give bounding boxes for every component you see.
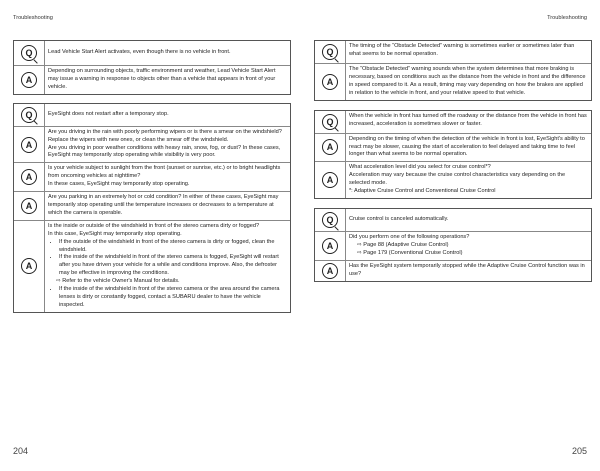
qa-block-eyesight-restart [13, 103, 291, 313]
answer-line: Did you perform one of the following operations? [349, 233, 470, 240]
cross-reference: ⇨ Refer to the vehicle Owner's Manual for details. [56, 278, 180, 285]
answer-line: Are you driving in poor weather conditions with heavy rain, snow, fog, or dust? In these cases, EyeSight may temporarily stop operating while visibility is very poor. [48, 144, 281, 159]
answer-row [14, 126, 290, 163]
question-text: Cruise control is canceled automatically. [349, 216, 449, 223]
answer-row [14, 162, 290, 191]
answer-text: Depending on the timing of when the detection of the vehicle in front is lost, EyeSight's ability to react may be slower, causing the start of acceleration to feel delayed and taking time to feel longer than what seems to be normal operation. [349, 135, 585, 158]
question-row [14, 104, 290, 126]
question-text: Lead Vehicle Start Alert activates, even though there is no vehicle in front. [48, 49, 231, 56]
running-header-left: Troubleshooting [13, 15, 53, 21]
qa-block-obstacle-warning [314, 40, 592, 101]
bullet-item: • If the outside of the windshield in front of the stereo camera is dirty or fogged, clean the windshield. [59, 239, 286, 255]
answer-row [315, 231, 591, 260]
answer-row [315, 133, 591, 162]
answer-line: Are you parking in an extremely hot or cold condition? In either of these cases, EyeSight may temporarily stop operating until the temperature increases or decreases to a temperature at which the camera is operable. [48, 194, 279, 216]
answer-icon: A [21, 258, 37, 274]
answer-text: Depending on surrounding objects, traffic environment and weather, Lead Vehicle Start Alert may issue a warning in response to objects other than a vehicle that appears in front of your vehicle. [48, 68, 276, 90]
answer-line: In this case, EyeSight may temporarily stop operating. [48, 230, 182, 237]
answer-row [14, 220, 290, 312]
answer-icon: A [322, 263, 338, 279]
answer-line: Are you driving in the rain with poorly performing wipers or is there a smear on the windshield? [48, 128, 282, 135]
question-icon: Q [322, 212, 338, 228]
question-icon: Q [21, 45, 37, 61]
answer-icon: A [322, 139, 338, 155]
answer-row [315, 63, 591, 100]
answer-row [14, 65, 290, 94]
answer-icon: A [21, 137, 37, 153]
answer-line: Is the inside or outside of the windshield in front of the stereo camera dirty or fogged? [48, 222, 260, 229]
page-reference-conventional-cruise[interactable]: ⇨ Page 179 (Conventional Cruise Control) [357, 249, 463, 256]
answer-icon: A [21, 72, 37, 88]
qa-block-acceleration [314, 110, 592, 199]
bullet-list [48, 286, 286, 310]
footnote: *: Adaptive Cruise Control and Conventional Cruise Control [349, 188, 496, 195]
question-text: When the vehicle in front has turned off the roadway or the distance from the vehicle in front has increased, acceleration is sometimes slower or faster. [349, 112, 587, 127]
question-row [315, 209, 591, 231]
right-column [314, 40, 592, 287]
answer-icon: A [21, 198, 37, 214]
question-row [14, 41, 290, 65]
question-row [315, 41, 591, 63]
answer-text: The “Obstacle Detected” warning sounds when the system determines that more braking is necessary, based on conditions such as the distance from the vehicle in front and the difference in speed compared to it. As a result, timing may vary depending on how the brakes are applied in relation to the vehicle in front, and your relative speed to that vehicle. [349, 66, 586, 96]
page-number-left: 204 [13, 446, 29, 456]
answer-icon: A [322, 238, 338, 254]
question-icon: Q [322, 44, 338, 60]
qa-block-lead-vehicle-alert [13, 40, 291, 95]
qa-block-cruise-cancel [314, 208, 592, 282]
answer-icon: A [322, 172, 338, 188]
answer-row [14, 191, 290, 220]
answer-text: Has the EyeSight system temporarily stopped while the Adaptive Cruise Control function was in use? [349, 262, 585, 277]
running-header-right: Troubleshooting [547, 15, 587, 21]
question-text: The timing of the “Obstacle Detected” warning is sometimes earlier or sometimes later than what seems to be normal operation. [349, 43, 575, 57]
answer-line: Acceleration may vary because the cruise control characteristics vary depending on the selected mode. [349, 172, 566, 187]
question-icon: Q [21, 107, 37, 123]
answer-line: In these cases, EyeSight may temporarily stop operating. [48, 181, 190, 188]
question-row [315, 111, 591, 133]
answer-row [315, 161, 591, 198]
answer-line: What acceleration level did you select for cruise control*? [349, 164, 491, 171]
bullet-list [48, 239, 286, 279]
question-text: EyeSight does not restart after a temporary stop. [48, 110, 169, 117]
answer-icon: A [21, 169, 37, 185]
page-reference-adaptive-cruise[interactable]: ⇨ Page 88 (Adaptive Cruise Control) [357, 241, 449, 248]
answer-icon: A [322, 74, 338, 90]
answer-row [315, 260, 591, 281]
answer-line: Replace the wipers with new ones, or clean the smear off the windshield. [48, 136, 229, 143]
bullet-item: • If the inside of the windshield in front of the stereo camera is fogged, EyeSight will restart after you have driven your vehicle for a while and conditions improve. Also, the defroster may be effective in improving the conditions. [59, 254, 286, 278]
question-icon: Q [322, 114, 338, 130]
left-column [13, 40, 291, 318]
answer-line: Is your vehicle subject to sunlight from the front (sunset or sunrise, etc.) or to bright headlights from oncoming vehicles at nighttime? [48, 165, 281, 180]
bullet-item: • If the inside of the windshield in front of the stereo camera or the area around the camera lenses is dirty or constantly fogged, contact a SUBARU dealer to have the vehicle inspected. [59, 286, 286, 310]
page-number-right: 205 [571, 446, 587, 456]
